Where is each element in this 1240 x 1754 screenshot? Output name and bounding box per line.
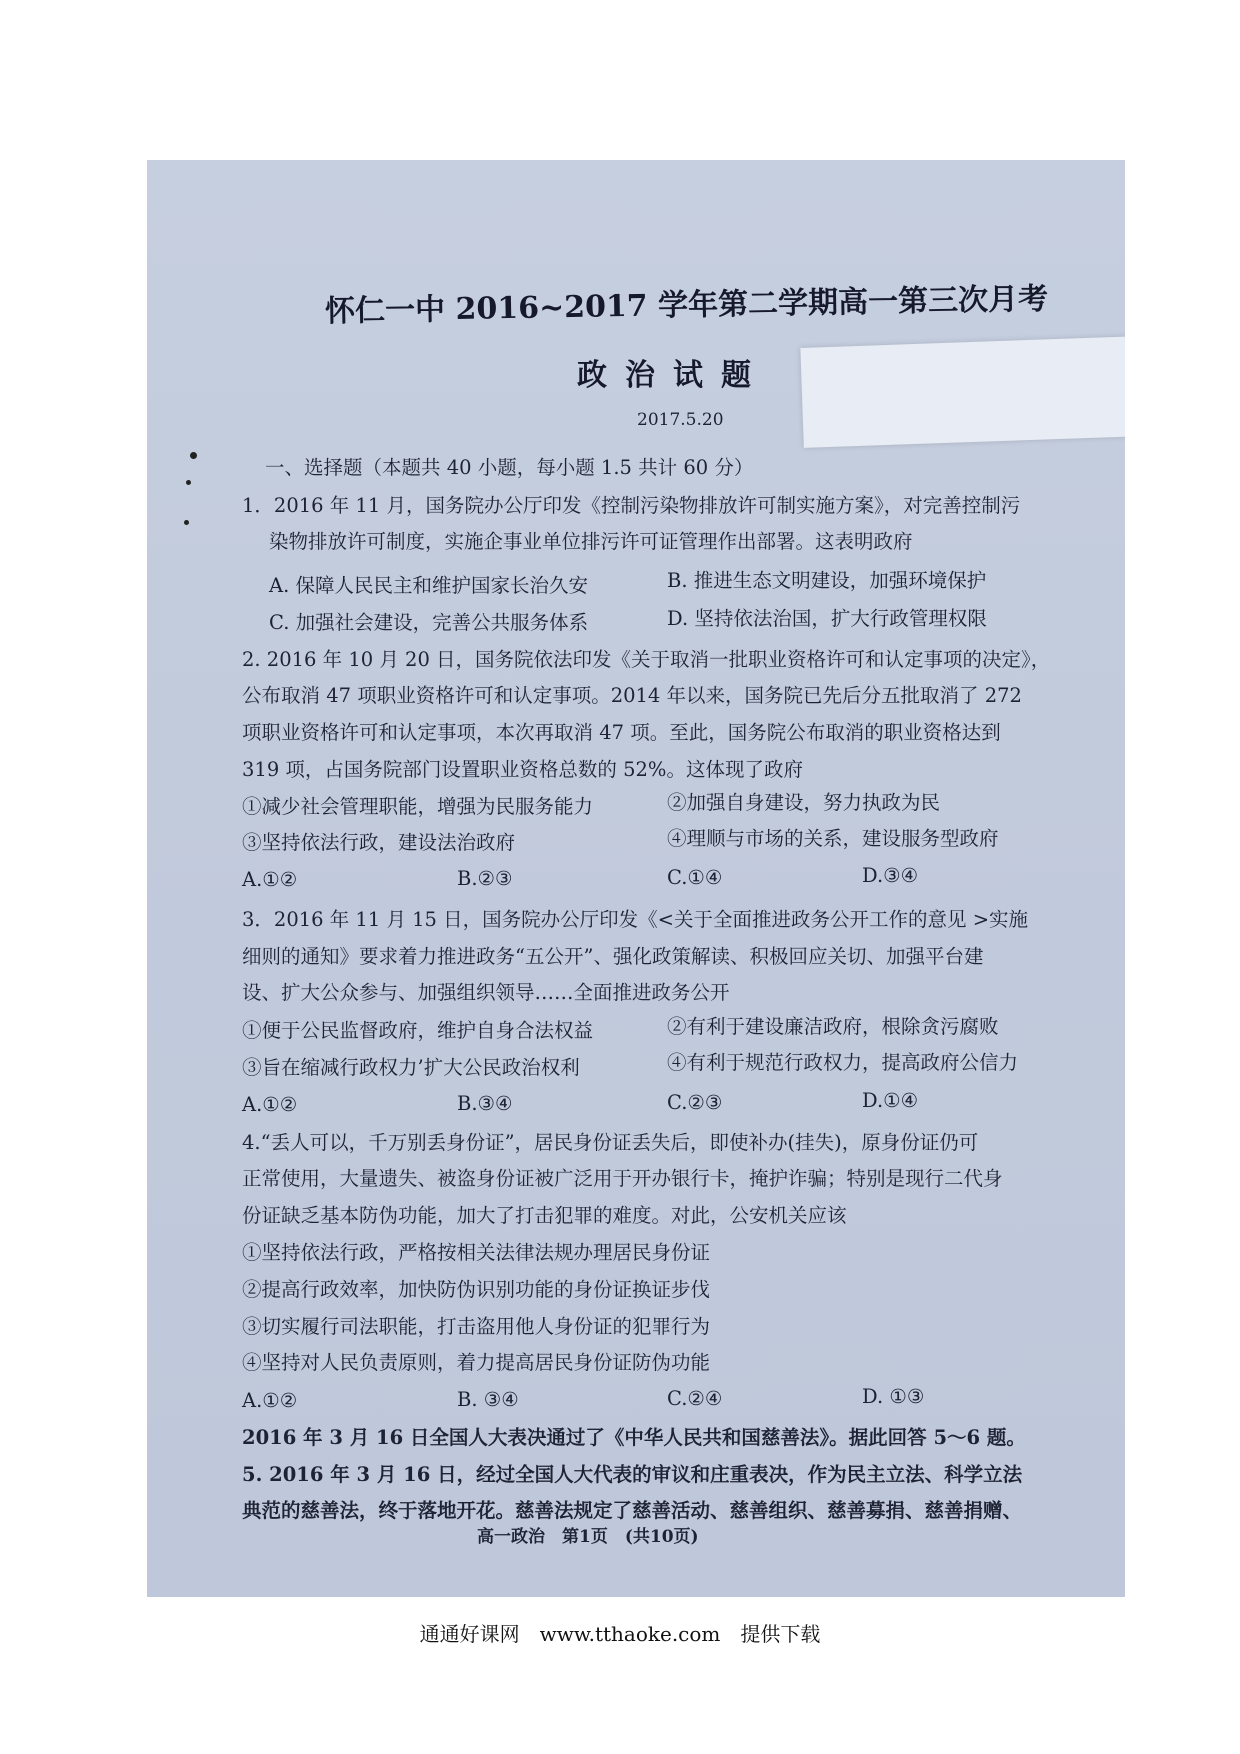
exam-date: 2017.5.20 (637, 410, 724, 430)
statement: ①减少社会管理职能，增强为民服务能力 (242, 795, 594, 818)
statement: ④坚持对人民负责原则，着力提高居民身份证防伪功能 (242, 1351, 711, 1374)
question-line: 3．2016 年 11 月 15 日，国务院办公厅印发《<关于全面推进政务公开工作的意见 >实施 (242, 908, 1029, 931)
question-line: 设、扩大公众参与、加强组织领导……全面推进政务公开 (242, 981, 730, 1004)
question-line: 项职业资格许可和认定事项，本次再取消 47 项。至此，国务院公布取消的职业资格达到 (242, 721, 1001, 744)
question-line: 1．2016 年 11 月，国务院办公厅印发《控制污染物排放许可制实施方案》，对完善控制污 (242, 494, 1021, 517)
exam-title: 怀仁一中 2016~2017 学年第二学期高一第三次月考 (324, 281, 1049, 330)
option-d: D.③④ (862, 864, 919, 887)
statement: ②有利于建设廉洁政府，根除贪污腐败 (667, 1015, 999, 1038)
question-line: 2. 2016 年 10 月 20 日，国务院依法印发《关于取消一批职业资格许可和认定事项的决定》， (242, 648, 1051, 671)
statement: ③切实履行司法职能，打击盗用他人身份证的犯罪行为 (242, 1315, 711, 1338)
option-c: C. 加强社会建设，完善公共服务体系 (269, 611, 589, 634)
question-line: 公布取消 47 项职业资格许可和认定事项。2014 年以来，国务院已先后分五批取消了 272 (242, 684, 1022, 707)
question-line: 典范的慈善法，终于落地开花。慈善法规定了慈善活动、慈善组织、慈善募捐、慈善捐赠、 (242, 1499, 1023, 1522)
statement: ②提高行政效率，加快防伪识别功能的身份证换证步伐 (242, 1278, 711, 1301)
option-b: B. 推进生态文明建设，加强环境保护 (667, 569, 987, 592)
option-c: C.①④ (667, 866, 723, 889)
page-footer: 高一政治 第1页 (共10页) (477, 1527, 699, 1547)
option-a: A.①② (242, 868, 298, 891)
option-c: C.②③ (667, 1091, 723, 1114)
statement: ④理顺与市场的关系，建设服务型政府 (667, 827, 999, 850)
option-b: B.②③ (457, 867, 513, 890)
option-d: D.①④ (862, 1089, 919, 1112)
section-heading: 一、选择题（本题共 40 小题，每小题 1.5 共计 60 分） (265, 456, 754, 479)
site-watermark: 通通好课网 www.tthaoke.com 提供下载 (419, 1622, 821, 1646)
statement: ④有利于规范行政权力，提高政府公信力 (667, 1051, 1019, 1074)
photographed-exam-page (147, 160, 1125, 1597)
option-a: A.①② (242, 1389, 298, 1412)
option-b: B.③④ (457, 1092, 513, 1115)
question-line: 份证缺乏基本防伪功能，加大了打击犯罪的难度。对此，公安机关应该 (242, 1204, 847, 1227)
question-line: 5. 2016 年 3 月 16 日，经过全国人大代表的审议和庄重表决，作为民主立法、科学立法 (242, 1463, 1023, 1486)
statement: ③旨在缩减行政权力’扩大公民政治权利 (242, 1056, 580, 1079)
question-line: 4.“丢人可以，千万别丢身份证”，居民身份证丢失后，即使补办(挂失)，原身份证仍可 (242, 1131, 979, 1154)
option-a: A.①② (242, 1093, 298, 1116)
option-d: D. ①③ (862, 1385, 925, 1408)
statement: ①便于公民监督政府，维护自身合法权益 (242, 1019, 594, 1042)
option-d: D. 坚持依法治国，扩大行政管理权限 (667, 607, 987, 630)
statement: ③坚持依法行政，建设法治政府 (242, 831, 516, 854)
question-line: 319 项，占国务院部门设置职业资格总数的 52%。这体现了政府 (242, 758, 803, 781)
question-line: 正常使用，大量遗失、被盗身份证被广泛用于开办银行卡，掩护诈骗；特别是现行二代身 (242, 1167, 1003, 1190)
statement: ①坚持依法行政，严格按相关法律法规办理居民身份证 (242, 1241, 711, 1264)
option-a: A. 保障人民民主和维护国家长治久安 (269, 574, 588, 597)
question-group-intro: 2016 年 3 月 16 日全国人大表决通过了《中华人民共和国慈善法》。据此回答 5～6 题。 (242, 1426, 1026, 1449)
question-line: 细则的通知》要求着力推进政务“五公开”、强化政策解读、积极回应关切、加强平台建 (242, 945, 984, 968)
statement: ②加强自身建设，努力执政为民 (667, 791, 941, 814)
subject-title: 政治试题 (577, 358, 769, 393)
question-line: 染物排放许可制度，实施企事业单位排污许可证管理作出部署。这表明政府 (269, 530, 913, 553)
option-b: B. ③④ (457, 1388, 519, 1411)
option-c: C.②④ (667, 1387, 723, 1410)
